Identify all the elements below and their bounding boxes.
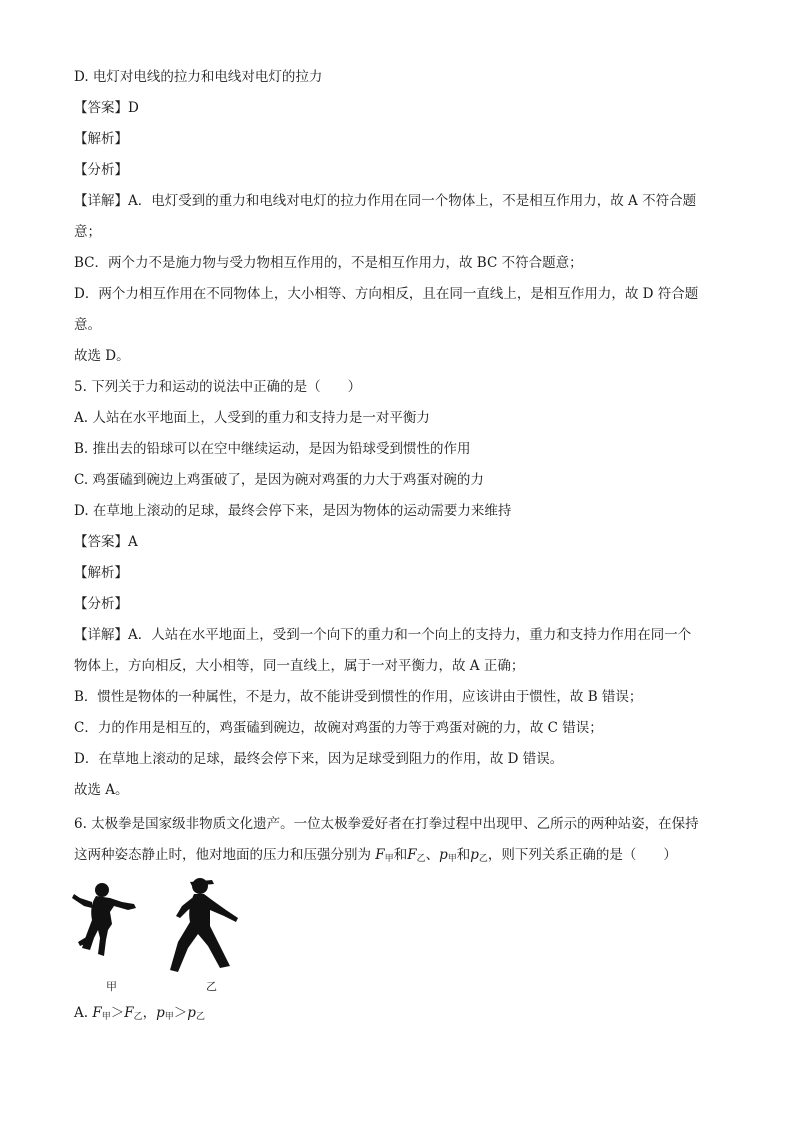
line-text: D．两个力相互作用在不同物体上，大小相等、方向相反，且在同一直线上，是相互作用力，故 D 符合题 [74, 286, 699, 302]
text-line-fx5 [74, 594, 754, 614]
subscript-jia: 甲 [447, 854, 457, 864]
subscript-yi: 乙 [416, 854, 426, 864]
section-tag: 【分析】 [74, 162, 128, 178]
text-line-q5c [74, 470, 754, 490]
text-line-xj5c [74, 687, 754, 707]
symbol-F: F [375, 847, 385, 863]
line-text: BC．两个力不是施力物与受力物相互作用的，不是相互作用力，故 BC 不符合题意； [74, 255, 583, 271]
line-text: 5. 下列关于力和运动的说法中正确的是（ ） [74, 379, 362, 395]
taichi-pose-jia [72, 883, 136, 956]
subscript-yi: 乙 [133, 1012, 143, 1022]
text-line-xj4c [74, 253, 754, 273]
line-text: 故选 D。 [74, 348, 130, 364]
symbol-p: p [439, 847, 448, 863]
text-line-fx4 [74, 160, 754, 180]
text-line-xj5d [74, 718, 754, 738]
symbol-p: p [156, 1005, 165, 1021]
figure-label-yi: 乙 [206, 980, 217, 993]
text-line-d_prev [74, 67, 754, 87]
symbol-p: p [187, 1005, 196, 1021]
section-tag: 【答案】 [74, 100, 128, 116]
subscript-yi: 乙 [478, 854, 488, 864]
text-line-q5a [74, 408, 754, 428]
symbol-F: F [124, 1005, 134, 1021]
text-line-jx4 [74, 129, 754, 149]
section-tag: 【分析】 [74, 596, 128, 612]
symbol-F: F [407, 847, 417, 863]
line-text: D. 电灯对电线的拉力和电线对电灯的拉力 [74, 69, 323, 85]
text-line-xj4b [74, 222, 754, 242]
line-text: D [128, 100, 139, 116]
q6-text-suffix: ，则下列关系正确的是（ ） [487, 847, 677, 863]
text-line-xj5e [74, 749, 754, 769]
text-line-ans4 [74, 98, 754, 118]
taichi-pose-yi [170, 878, 238, 972]
text-line-gx4 [74, 346, 754, 366]
line-text: D．在草地上滚动的足球，最终会停下来，因为足球受到阻力的作用，故 D 错误。 [74, 751, 564, 767]
text-line-xj4d [74, 284, 754, 304]
line-text: B．惯性是物体的一种属性，不是力，故不能讲受到惯性的作用，应该讲由于惯性，故 B 错误； [74, 689, 643, 705]
text-line-q5 [74, 377, 754, 397]
greater-than: ＞ [110, 1005, 125, 1021]
section-tag: 【详解】 [74, 627, 128, 643]
line-text: 意。 [74, 317, 101, 333]
subscript-jia: 甲 [101, 1012, 111, 1022]
line-text: A [128, 534, 138, 550]
line-text: 物体上，方向相反，大小相等，同一直线上，属于一对平衡力，故 A 正确； [74, 658, 525, 674]
conjunction: 和 [456, 847, 471, 863]
question-6-line-2 [74, 845, 754, 869]
option-letter: A. [74, 1005, 93, 1021]
text-line-xj4a [74, 191, 754, 211]
text-line-q5d [74, 501, 754, 521]
taichi-figure-illustration [70, 876, 250, 996]
line-text: A. 人站在水平地面上，人受到的重力和支持力是一对平衡力 [74, 410, 430, 426]
section-tag: 【答案】 [74, 534, 128, 550]
line-text: D. 在草地上滚动的足球，最终会停下来，是因为物体的运动需要力来维持 [74, 503, 512, 519]
text-line-q6a [74, 814, 754, 834]
symbol-F: F [92, 1005, 102, 1021]
figure-label-jia: 甲 [106, 980, 117, 993]
subscript-jia: 甲 [384, 854, 394, 864]
text-line-xj4e [74, 315, 754, 335]
section-tag: 【详解】 [74, 193, 128, 209]
greater-than: ＞ [173, 1005, 188, 1021]
question-6-option-a [74, 1003, 754, 1027]
line-text: C．力的作用是相互的，鸡蛋磕到碗边，故碗对鸡蛋的力等于鸡蛋对碗的力，故 C 错误； [74, 720, 603, 736]
text-line-jx5 [74, 563, 754, 583]
line-text: A．电灯受到的重力和电线对电灯的拉力作用在同一个物体上，不是相互作用力，故 A 不符合题 [128, 193, 697, 209]
line-text: 6. 太极拳是国家级非物质文化遗产。一位太极拳爱好者在打拳过程中出现甲、乙所示的两种站姿，在保持 [74, 816, 699, 832]
line-text: 故选 A。 [74, 782, 129, 798]
text-line-xj5b [74, 656, 754, 676]
text-line-ans5 [74, 532, 754, 552]
text-line-xj5a [74, 625, 754, 645]
q6-text-prefix: 这两种姿态静止时，他对地面的压力和压强分别为 [74, 847, 376, 863]
symbol-p: p [470, 847, 479, 863]
line-text: A．人站在水平地面上，受到一个向下的重力和一个向上的支持力，重力和支持力作用在同一个 [128, 627, 692, 643]
text-line-gx5 [74, 780, 754, 800]
subscript-yi: 乙 [195, 1012, 205, 1022]
text-line-q5b [74, 439, 754, 459]
line-text: C. 鸡蛋磕到碗边上鸡蛋破了，是因为碗对鸡蛋的力大于鸡蛋对碗的力 [74, 472, 484, 488]
line-text: 意； [74, 224, 101, 240]
subscript-jia: 甲 [164, 1012, 174, 1022]
separator: 、 [425, 847, 440, 863]
section-tag: 【解析】 [74, 131, 128, 147]
separator: ， [142, 1005, 157, 1021]
line-text: B. 推出去的铅球可以在空中继续运动，是因为铅球受到惯性的作用 [74, 441, 471, 457]
section-tag: 【解析】 [74, 565, 128, 581]
conjunction: 和 [393, 847, 408, 863]
